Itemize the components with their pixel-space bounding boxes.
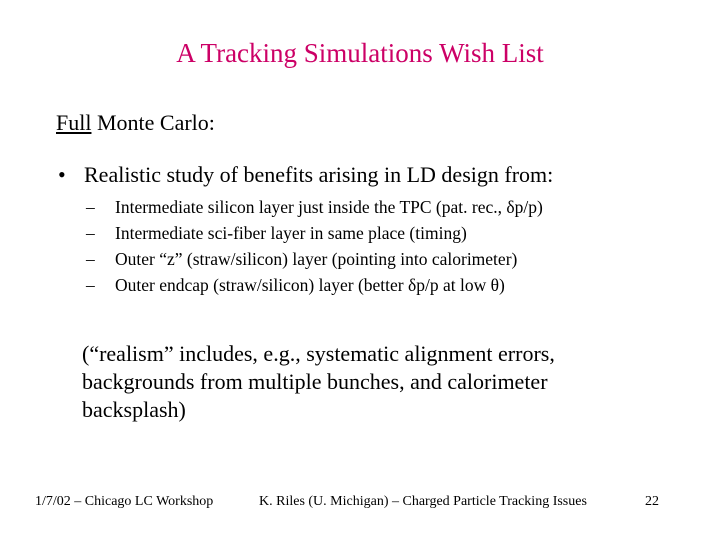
dash-marker: – [86,197,95,217]
sub-bullet-text: Intermediate sci-fiber layer in same place (timing) [115,223,467,243]
section-heading-rest: Monte Carlo: [91,110,215,135]
realism-note-line: (“realism” includes, e.g., systematic alignment errors, [82,341,555,366]
realism-note-line: backgrounds from multiple bunches, and calorimeter [82,369,548,394]
realism-note [82,340,642,424]
sub-bullet-text: Outer endcap (straw/silicon) layer (better δp/p at low θ) [115,275,505,295]
page-number: 22 [645,494,659,509]
sub-bullet-item [86,246,543,272]
section-heading-underlined: Full [56,110,92,135]
sub-bullet-item [86,194,543,220]
sub-bullet-text: Outer “z” (straw/silicon) layer (pointing into calorimeter) [115,249,518,269]
dash-marker: – [86,223,95,243]
dash-marker: – [86,275,95,295]
footer-author-topic: K. Riles (U. Michigan) – Charged Particle Tracking Issues [259,494,587,509]
slide-title: A Tracking Simulations Wish List [176,38,544,68]
sub-bullet-item [86,220,543,246]
realism-note-line: backsplash) [82,397,186,422]
sub-bullet-text: Intermediate silicon layer just inside the TPC (pat. rec., δp/p) [115,197,543,217]
bullet-dot: • [58,162,66,187]
bullet-text: Realistic study of benefits arising in LD design from: [84,162,554,187]
sub-bullet-item [86,272,543,298]
bullet-item [58,162,553,188]
section-heading [56,110,215,136]
footer-date-event: 1/7/02 – Chicago LC Workshop [35,494,214,509]
sub-bullet-list [86,194,543,298]
dash-marker: – [86,249,95,269]
